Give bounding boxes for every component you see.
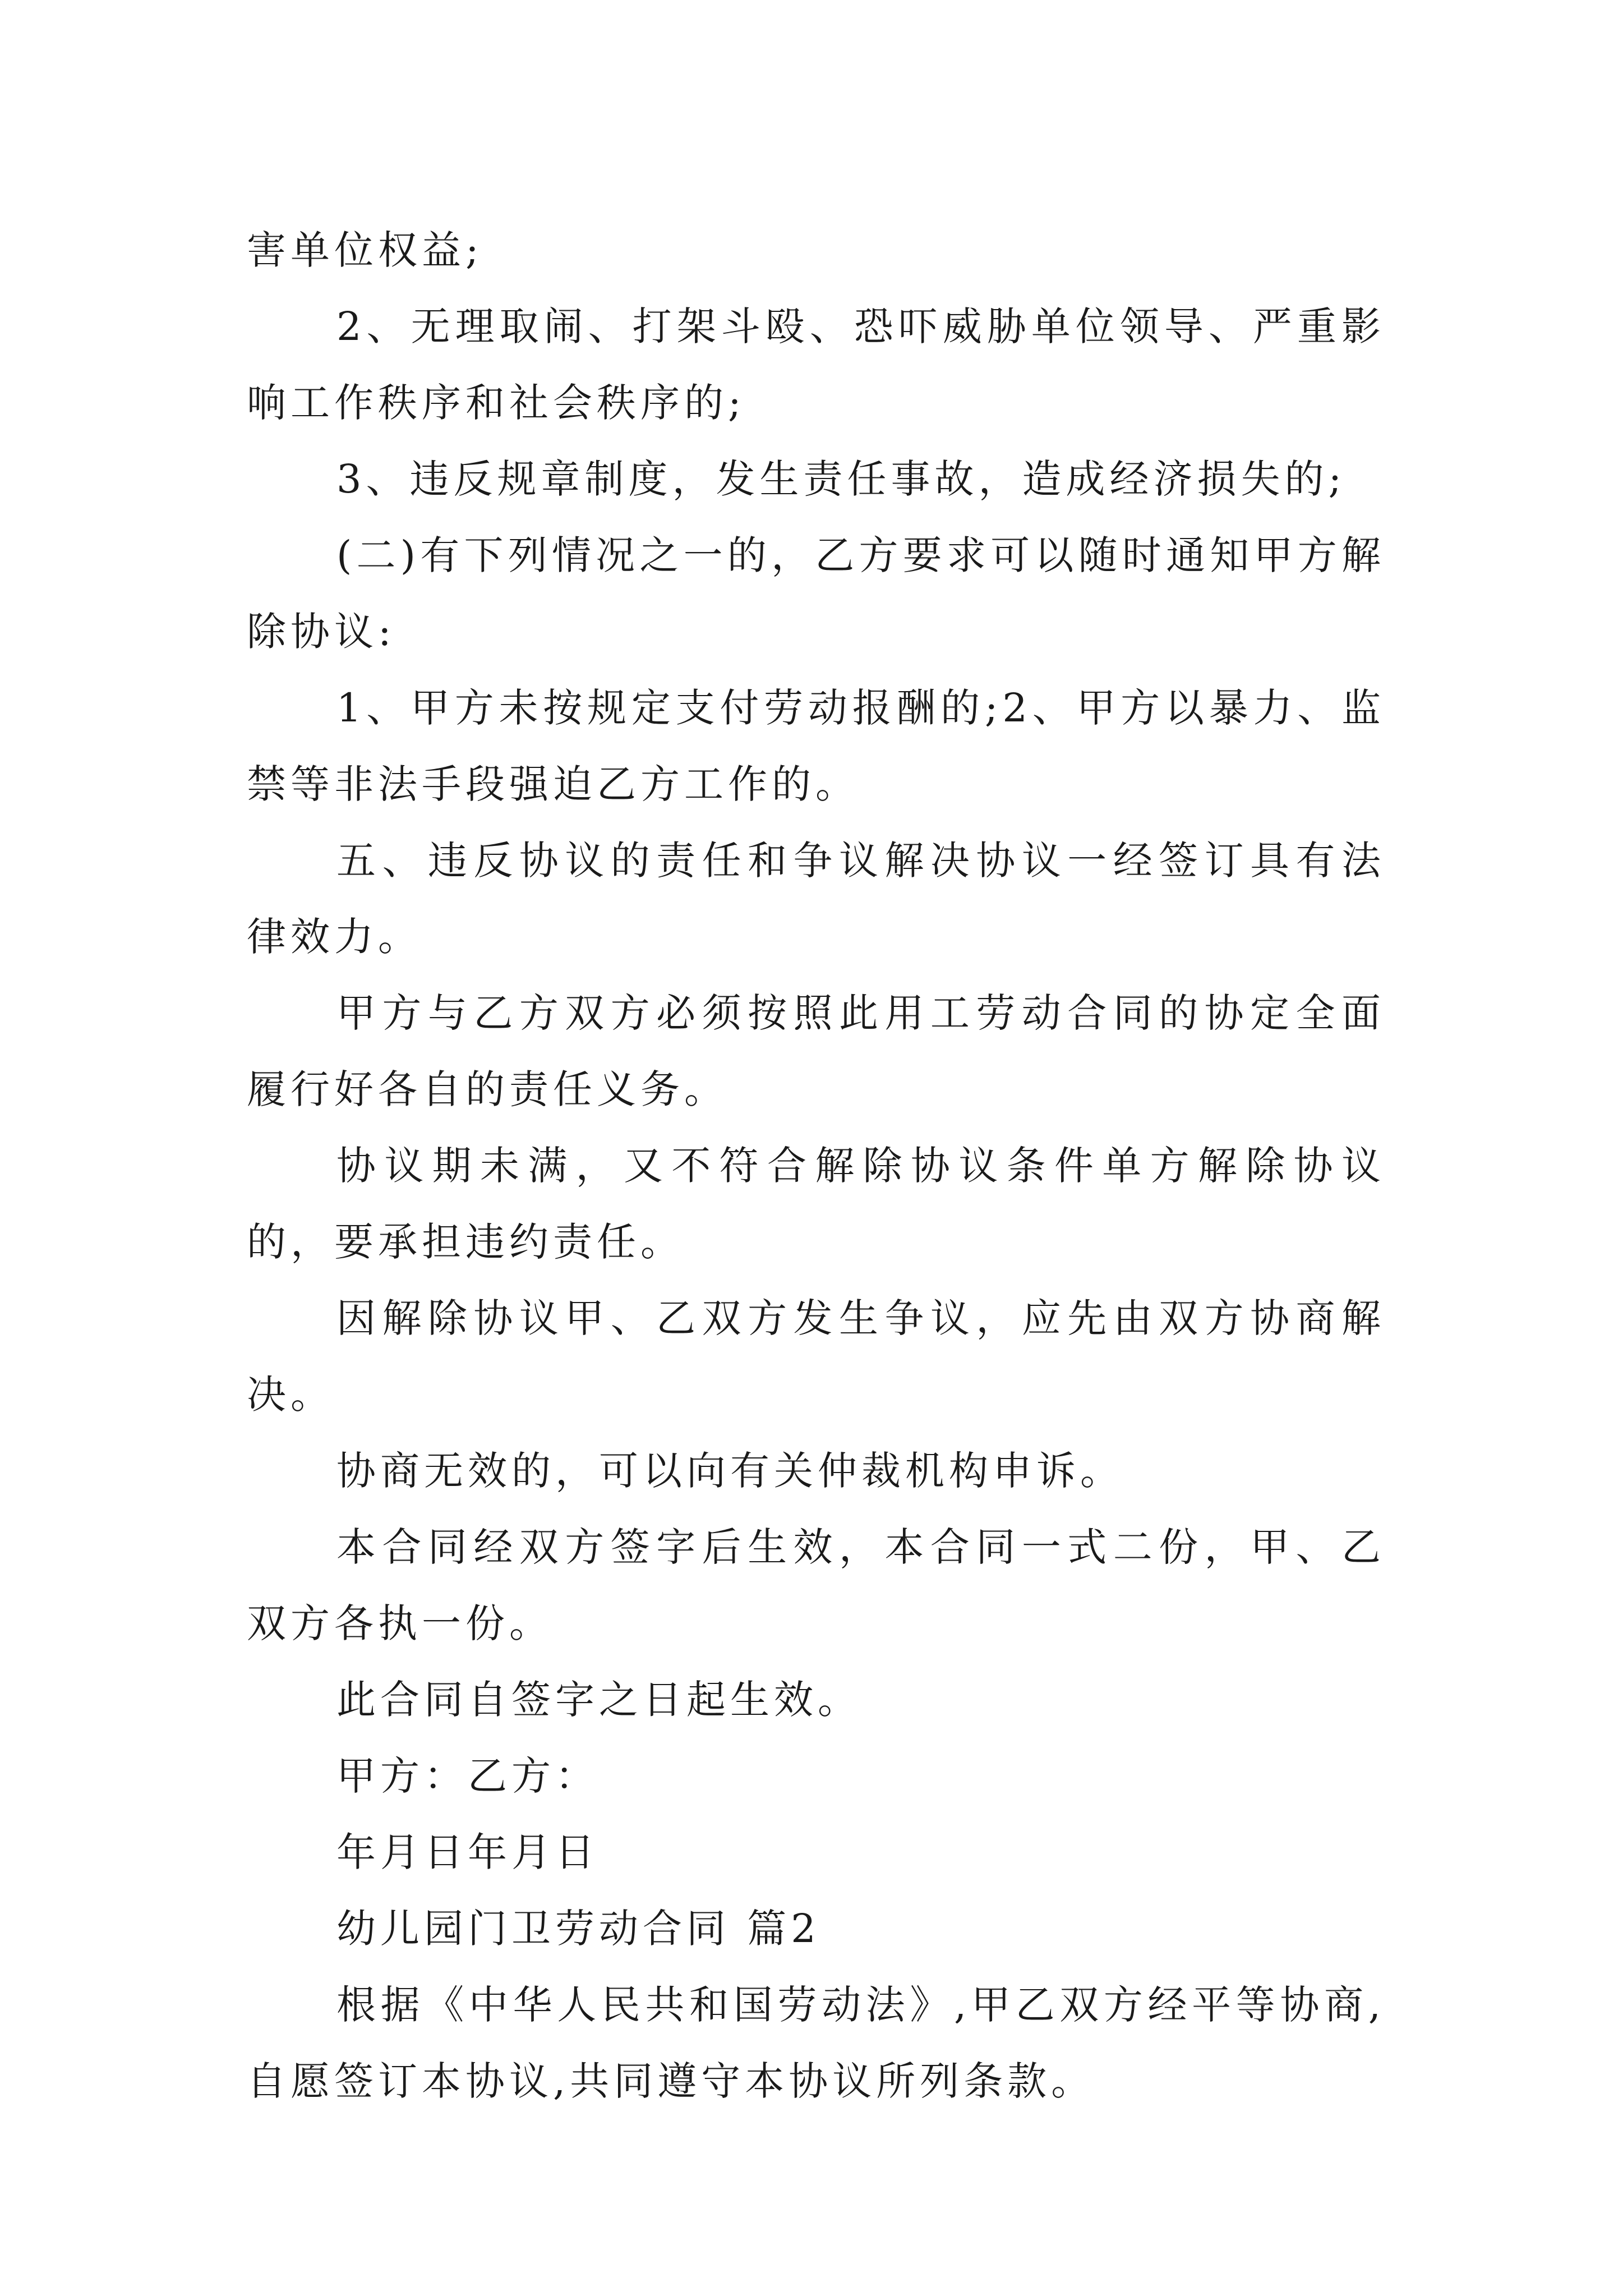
paragraph-1: 害单位权益;: [247, 227, 483, 273]
paragraph-6: 五、违反协议的责任和争议解决协议一经签订具有法律效力。: [247, 838, 1385, 960]
paragraph-8: 协议期未满，又不符合解除协议条件单方解除协议的，要承担违约责任。: [247, 1143, 1385, 1265]
paragraph-2: 2、无理取闹、打架斗殴、恐吓威胁单位领导、严重影响工作秩序和社会秩序的;: [247, 303, 1385, 426]
paragraph-10: 协商无效的，可以向有关仲裁机构申诉。: [336, 1448, 1124, 1494]
paragraph-16: 根据《中华人民共和国劳动法》,甲乙双方经平等协商,自愿签订本协议,共同遵守本协议所列条款。: [247, 1982, 1385, 2104]
paragraph-9: 因解除协议甲、乙双方发生争议，应先由双方协商解决。: [247, 1295, 1385, 1418]
section-heading: 幼儿园门卫劳动合同 篇2: [336, 1906, 820, 1952]
paragraph-5: 1、甲方未按规定支付劳动报酬的;2、甲方以暴力、监禁等非法手段强迫乙方工作的。: [247, 685, 1385, 807]
paragraph-4: (二)有下列情况之一的，乙方要求可以随时通知甲方解除协议:: [247, 532, 1385, 655]
paragraph-12: 此合同自签字之日起生效。: [336, 1677, 861, 1723]
paragraph-3: 3、违反规章制度，发生责任事故，造成经济损失的;: [336, 456, 1347, 502]
paragraph-7: 甲方与乙方双方必须按照此用工劳动合同的协定全面履行好各自的责任义务。: [247, 990, 1385, 1112]
paragraph-11: 本合同经双方签字后生效，本合同一式二份，甲、乙双方各执一份。: [247, 1524, 1385, 1646]
signature-line: 甲方：乙方：: [336, 1753, 599, 1799]
date-line: 年月日年月日: [336, 1829, 599, 1875]
document-body: [247, 212, 1385, 2119]
